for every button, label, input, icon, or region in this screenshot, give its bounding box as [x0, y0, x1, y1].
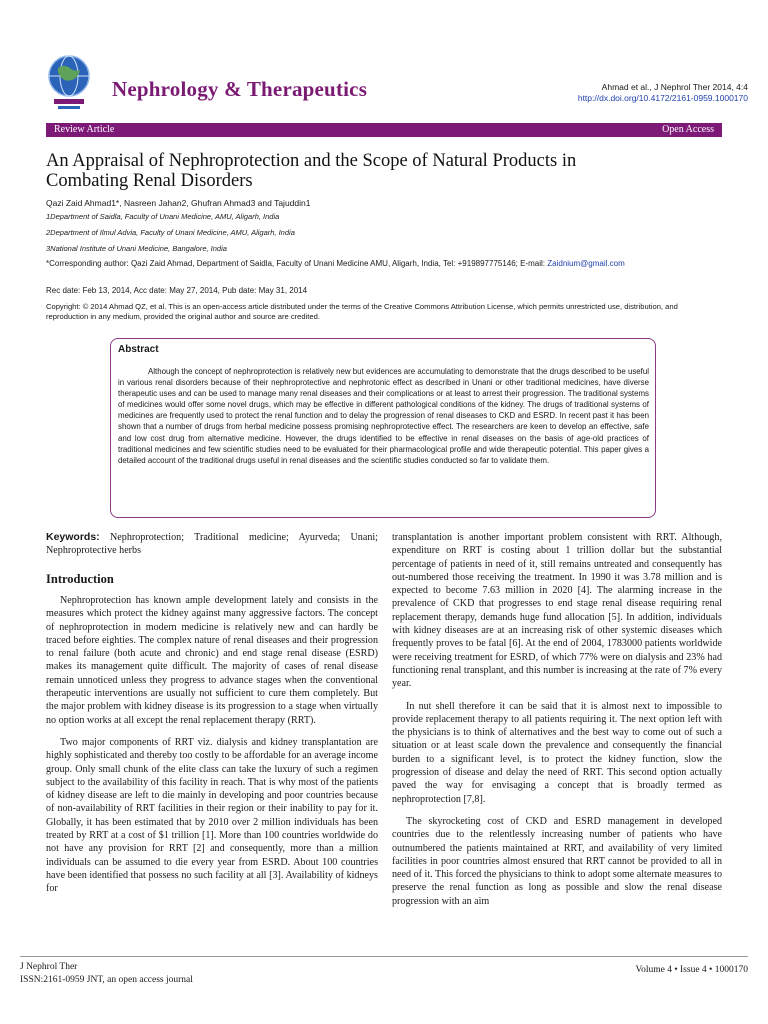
article-title [46, 151, 696, 191]
affiliation-3: 3National Institute of Unani Medicine, Bangalore, India [46, 244, 227, 253]
right-column [392, 531, 722, 908]
abstract-text: Although the concept of nephroprotection is relatively new but evidences are accumulating to demonstrate that the drugs described to be useful in various renal disorders because of their nephroprotective and nephrotonic effect as described in Unani or other traditional medicines, have diverse therapeutic uses and can be used to manage many renal diseases and their complications or at least to arrest their progression. The traditional systems of medicines would offer some novel drugs, which may be effective in different pathological conditions of the kidney. The drugs of traditional systems of medicines are frequently used to protect the renal function and to delay the progression of renal diseases to CKD and ESRD. In recent past it has been shown that a number of drugs from herbal medicine possess promising nephroprotective effect. The researchers are keen to develop an effective, safe and low cost drug from alternative medicine. However, the drugs identified to be effective in renal diseases on the basis of age-old practices of traditional medicines and few scientific studies need to be evaluated for their pharmacological profile and wide therapeutic potential. This paper gives a detailed account of the traditional drugs useful in renal diseases and the scientific studies conducted so far to validate them. [118, 367, 649, 465]
dates: Rec date: Feb 13, 2014, Acc date: May 27, 2014, Pub date: May 31, 2014 [46, 286, 308, 295]
paragraph: Two major components of RRT viz. dialysis and kidney transplantation are highly sophisticated and thereby too costly to be affordable for an average income group. Only small chunk of the elite class can take the luxury of such a regimen subject to the availability of this facility in reach. That is why most of the patients of kidney disease are left to die mainly in developing and poor countries because of non-availability of RRT facilities in their region or their inability to pay for it. Globally, it has been estimated that by 2010 over 2 million individuals has been treated by RRT at a cost of $1 trillion [1]. More than 100 countries worldwide do not have any provision for RRT [2] and consequently, more than a million individuals can be assumed to die every year from ESRD. About 100 countries have been identified that possess no such facility at all [3]. Availability of kidneys for [46, 736, 378, 895]
authors: Qazi Zaid Ahmad1*, Nasreen Jahan2, Ghufran Ahmad3 and Tajuddin1 [46, 198, 311, 208]
footer-issn: ISSN:2161-0959 JNT, an open access journal [20, 975, 193, 985]
open-access-label: Open Access [662, 124, 714, 135]
keywords [46, 531, 378, 558]
journal-title: Nephrology & Therapeutics [112, 77, 368, 101]
article-type-label: Review Article [54, 124, 115, 135]
corresponding-text: *Corresponding author: Qazi Zaid Ahmad, Department of Saidla, Faculty of Unani Medicine AMU, Aligarh, India, Tel: +919897775146; E-mail: [46, 259, 546, 268]
footer-divider [20, 956, 748, 957]
copyright: Copyright: © 2014 Ahmad QZ, et al. This is an open-access article distributed under the terms of the Creative Commons Attribution License, which permits unrestricted use, distribution, and reproduction in any medium, provided the original author and source are credited. [46, 302, 678, 321]
keywords-label: Keywords: [46, 531, 100, 543]
footer-volume: Volume 4 • Issue 4 • 1000170 [635, 965, 748, 975]
doi-link[interactable]: http://dx.doi.org/10.4172/2161-0959.1000170 [577, 93, 748, 103]
paragraph: transplantation is another important problem consistent with RRT. Although, expenditure on RRT is costing about 1 trillion dollar but the substantial percentage of patients in need of it, still remains untreated and consequently has out-numbered those receiving the treatment. In 1990 it was 3.78 million and is expected to become 7.63 million in 2020 [4]. The alarming increase in the prevalence of CKD that progresses to end stage renal disease requiring renal replacement therapy, demands huge fund allocation [5]. In addition, individuals with kidney diseases are at an increasing risk of other systemic diseases which frequently proves to be fatal [6]. At the end of 2004, 1783000 patients worldwide were receiving treatment for ESRD, of which 77% were on dialysis and 23% had functioning renal transplant, and this number is increasing at the rate of 7% every year. [392, 532, 722, 690]
affiliation-2: 2Department of Ilmul Advia, Faculty of Unani Medicine, AMU, Aligarh, India [46, 228, 295, 237]
omics-globe-logo-icon [46, 52, 92, 114]
paragraph: Nephroprotection has known ample development lately and consists in the measures which protect the kidney against many aggressive factors. The concept of nephroprotection in modern medicine is relatively new and can hardly be traced before eighties. The complex nature of renal diseases and their progression to renal failure (both acute and chronic) and end stage renal disease (ESRD) makes its management quite difficult. The majority of cases of renal disease remain unnoticed unless they progress to advance stages when the conventional therapeutic interventions are usually not sufficient to cure them completely. But the major problem with kidney disease is its progression to a stage when virtually no option works at all except the renal replacement therapy (RRT). [46, 595, 378, 726]
affiliation-1: 1Department of Saidla, Faculty of Unani Medicine, AMU, Aligarh, India [46, 212, 280, 221]
paragraph: The skyrocketing cost of CKD and ESRD management in developed countries due to the relentlessly increasing number of patients who have outnumbered the patients maintained at RRT, and availability of very limited facilities in poor countries almost ensured that RRT cannot be provided to all in need of it. This forced the physicians to think to adopt some alternate measures to preserve the renal function as long as possible and slow the renal disease progression with an aim [392, 815, 722, 907]
citation-text: Ahmad et al., J Nephrol Ther 2014, 4:4 [601, 82, 748, 92]
article-type-bar [46, 123, 722, 137]
title-line-2: Combating Renal Disorders [46, 171, 253, 191]
footer-left [20, 961, 193, 987]
intro-heading: Introduction [46, 572, 114, 586]
title-line-1: An Appraisal of Nephroprotection and the Scope of Natural Products in [46, 151, 577, 171]
abstract-heading: Abstract [118, 344, 159, 355]
email-link[interactable]: Zaidnium@gmail.com [547, 259, 625, 268]
keywords-text: Nephroprotection; Traditional medicine; Ayurveda; Unani; Nephroprotective herbs [46, 532, 378, 557]
citation-block [578, 82, 748, 104]
paragraph: In nut shell therefore it can be said that it is almost next to impossible to provide replacement therapy to all patients requiring it. The next option left with the physicians is to think of alternatives and the best way to come out of such a situation or at least scale down the prevalence and consequently the financial burden to a significant level, is to protect the kidney function, slow the progression of disease and delay the need of RRT. This second option actually paved the way for envisaging a concept that is broadly termed as nephroprotection [7,8]. [392, 700, 722, 805]
left-column [46, 594, 378, 896]
footer-journal: J Nephrol Ther [20, 962, 78, 972]
corresponding-author [46, 258, 722, 269]
